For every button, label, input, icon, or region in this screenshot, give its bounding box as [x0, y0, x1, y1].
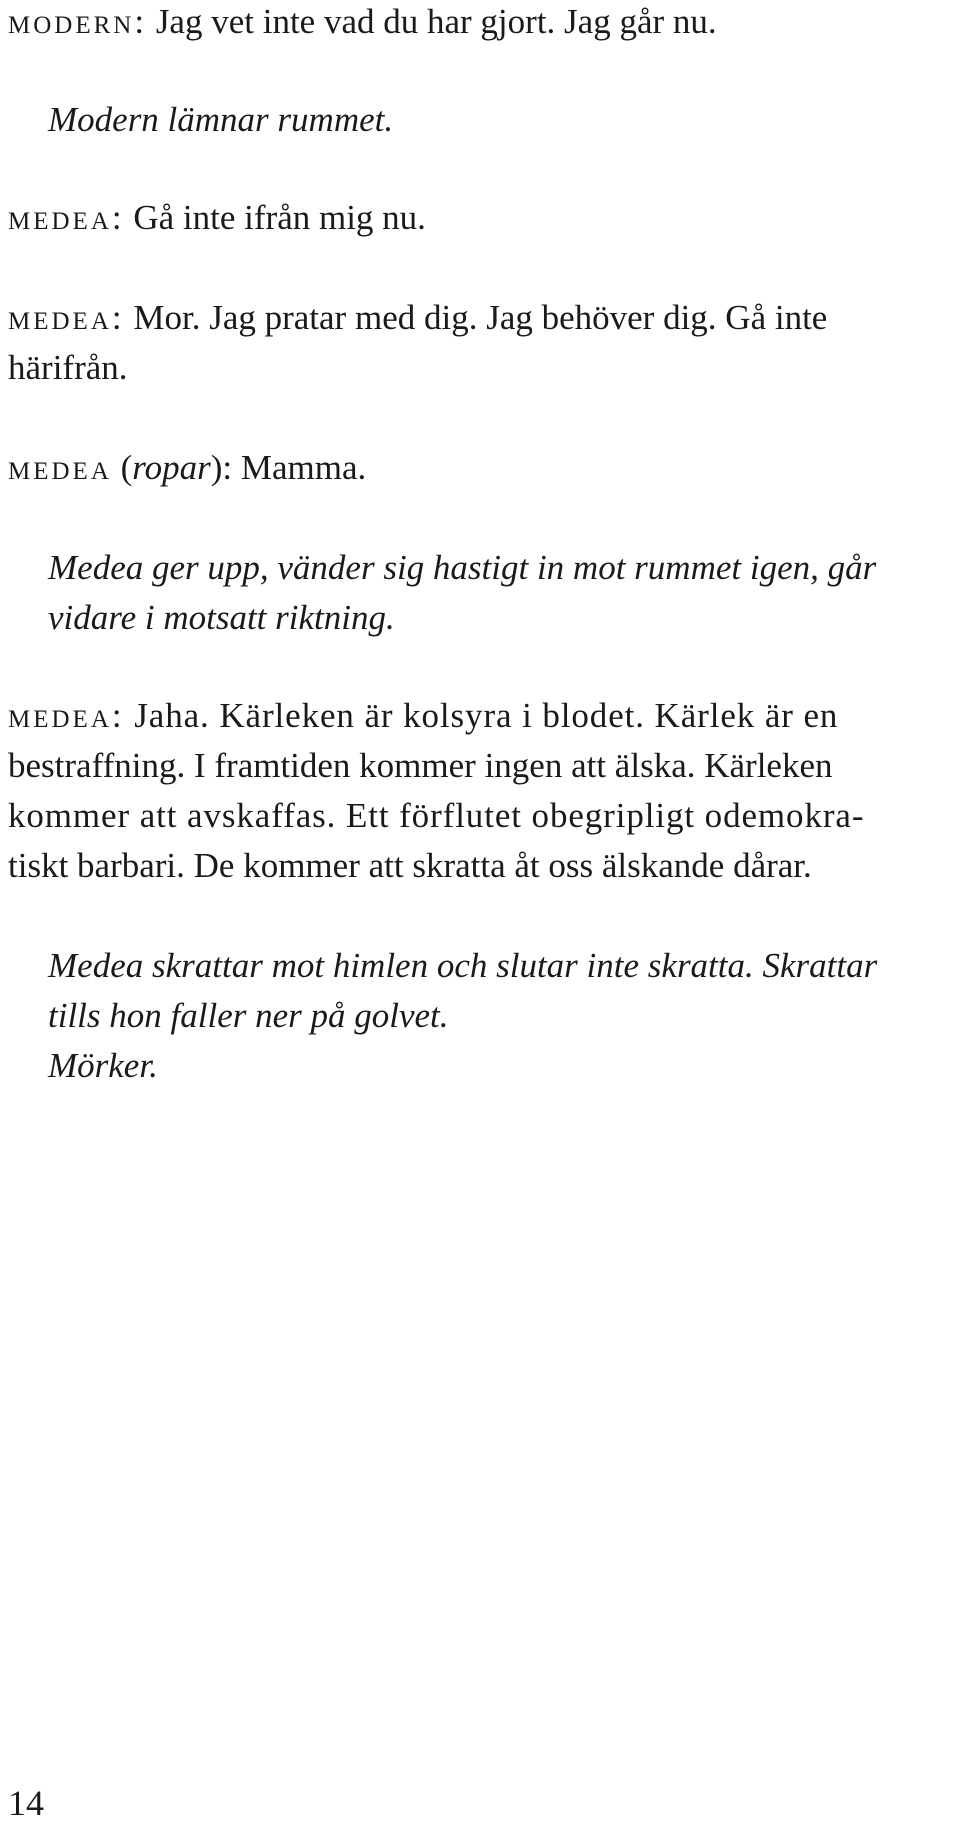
- stage-direction: Mörker.: [48, 1046, 158, 1085]
- dialogue-text: Jag vet inte vad du har gjort. Jag går nu.: [155, 2, 717, 41]
- dialogue-line: [8, 696, 838, 736]
- speaker-name: modern:: [8, 2, 148, 41]
- dialogue-line: [8, 448, 366, 488]
- paren-open: (: [111, 448, 133, 487]
- stage-direction: vidare i motsatt riktning.: [48, 598, 395, 637]
- book-page: [8, 0, 952, 1838]
- dialogue-text: Mor. Jag pratar med dig. Jag behöver dig. Gå inte: [133, 298, 828, 337]
- dialogue-line: [8, 2, 717, 42]
- dialogue-text: Gå inte ifrån mig nu.: [133, 198, 426, 237]
- paren-close: ):: [210, 448, 241, 487]
- dialogue-text: kommer att avskaffas. Ett förflutet obegripligt odemokra-: [8, 796, 865, 835]
- dialogue-text: härifrån.: [8, 348, 128, 387]
- speaker-name: medea:: [8, 696, 125, 735]
- dialogue-text: bestraffning. I framtiden kommer ingen att älska. Kärleken: [8, 746, 833, 785]
- speaker-name: medea:: [8, 198, 125, 237]
- stage-direction: tills hon faller ner på golvet.: [48, 996, 449, 1035]
- speaker-name: medea:: [8, 298, 125, 337]
- dialogue-line: [8, 198, 426, 238]
- dialogue-text: Jaha. Kärleken är kolsyra i blodet. Kärlek är en: [134, 696, 839, 735]
- stage-direction: Modern lämnar rummet.: [48, 100, 394, 139]
- stage-direction: Medea skrattar mot himlen och slutar inte skratta. Skrattar: [48, 946, 878, 985]
- dialogue-text: Mamma.: [240, 448, 367, 487]
- dialogue-text: tiskt barbari. De kommer att skratta åt oss älskande dårar.: [8, 846, 812, 885]
- dialogue-line: [8, 298, 827, 338]
- page-number: 14: [8, 1783, 44, 1823]
- stage-direction: Medea ger upp, vänder sig hastigt in mot rummet igen, går: [48, 548, 877, 587]
- parenthetical: ropar: [132, 448, 211, 487]
- speaker-name: medea: [8, 448, 112, 487]
